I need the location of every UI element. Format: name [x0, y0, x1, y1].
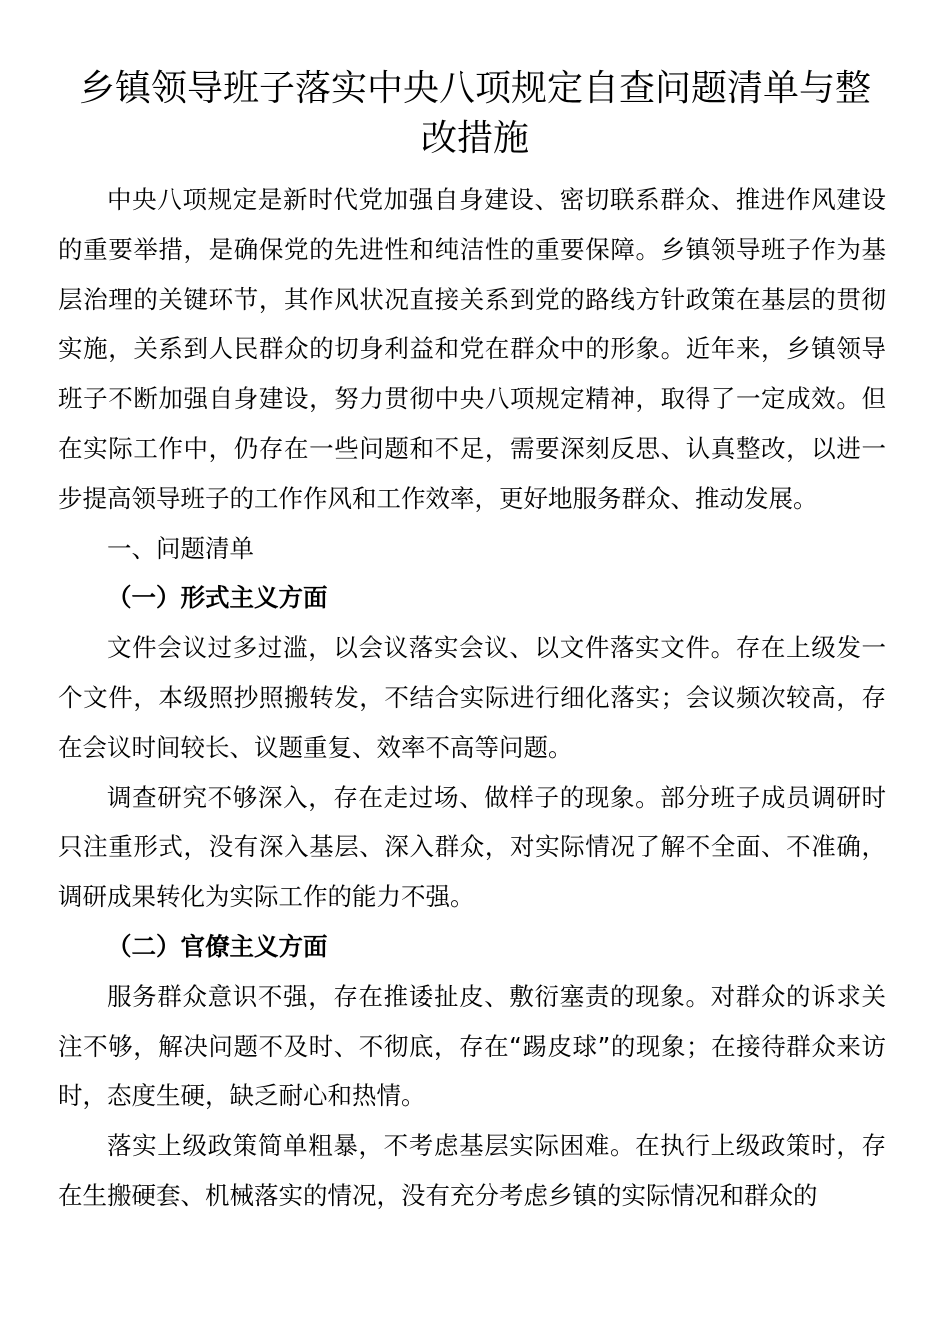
document-title: 乡镇领导班子落实中央八项规定自查问题清单与整改措施 — [78, 68, 871, 159]
section-heading-problem-list: 一、问题清单 — [107, 533, 254, 563]
subsection-heading-bureaucratism: （二）官僚主义方面 — [107, 931, 328, 961]
document-body — [58, 175, 886, 1221]
bureaucratism-paragraph-1: 服务群众意识不强，存在推诿扯皮、敷衍塞责的现象。对群众的诉求关注不够，解决问题不及时、不彻底，存在“踢皮球”的现象；在接待群众来访时，态度生硬，缺乏耐心和热情。 — [58, 981, 886, 1111]
formalism-paragraph-1: 文件会议过多过滥，以会议落实会议、以文件落实文件。存在上级发一个文件，本级照抄照搬转发，不结合实际进行细化落实；会议频次较高，存在会议时间较长、议题重复、效率不高等问题。 — [58, 633, 886, 762]
formalism-paragraph-2: 调查研究不够深入，存在走过场、做样子的现象。部分班子成员调研时只注重形式，没有深入基层、深入群众，对实际情况了解不全面、不准确，调研成果转化为实际工作的能力不强。 — [58, 782, 886, 912]
bureaucratism-paragraph-2: 落实上级政策简单粗暴，不考虑基层实际困难。在执行上级政策时，存在生搬硬套、机械落实的情况，没有充分考虑乡镇的实际情况和群众的 — [58, 1131, 886, 1210]
subsection-heading-formalism: （一）形式主义方面 — [107, 583, 328, 613]
intro-paragraph: 中央八项规定是新时代党加强自身建设、密切联系群众、推进作风建设的重要举措，是确保党的先进性和纯洁性的重要保障。乡镇领导班子作为基层治理的关键环节，其作风状况直接关系到党的路线方针政策在基层的贯彻实施，关系到人民群众的切身利益和党在群众中的形象。近年来，乡镇领导班子不断加强自身建设，努力贯彻中央八项规定精神，取得了一定成效。但在实际工作中，仍存在一些问题和不足，需要深刻反思、认真整改，以进一步提高领导班子的工作作风和工作效率，更好地服务群众、推动发展。 — [58, 185, 886, 513]
